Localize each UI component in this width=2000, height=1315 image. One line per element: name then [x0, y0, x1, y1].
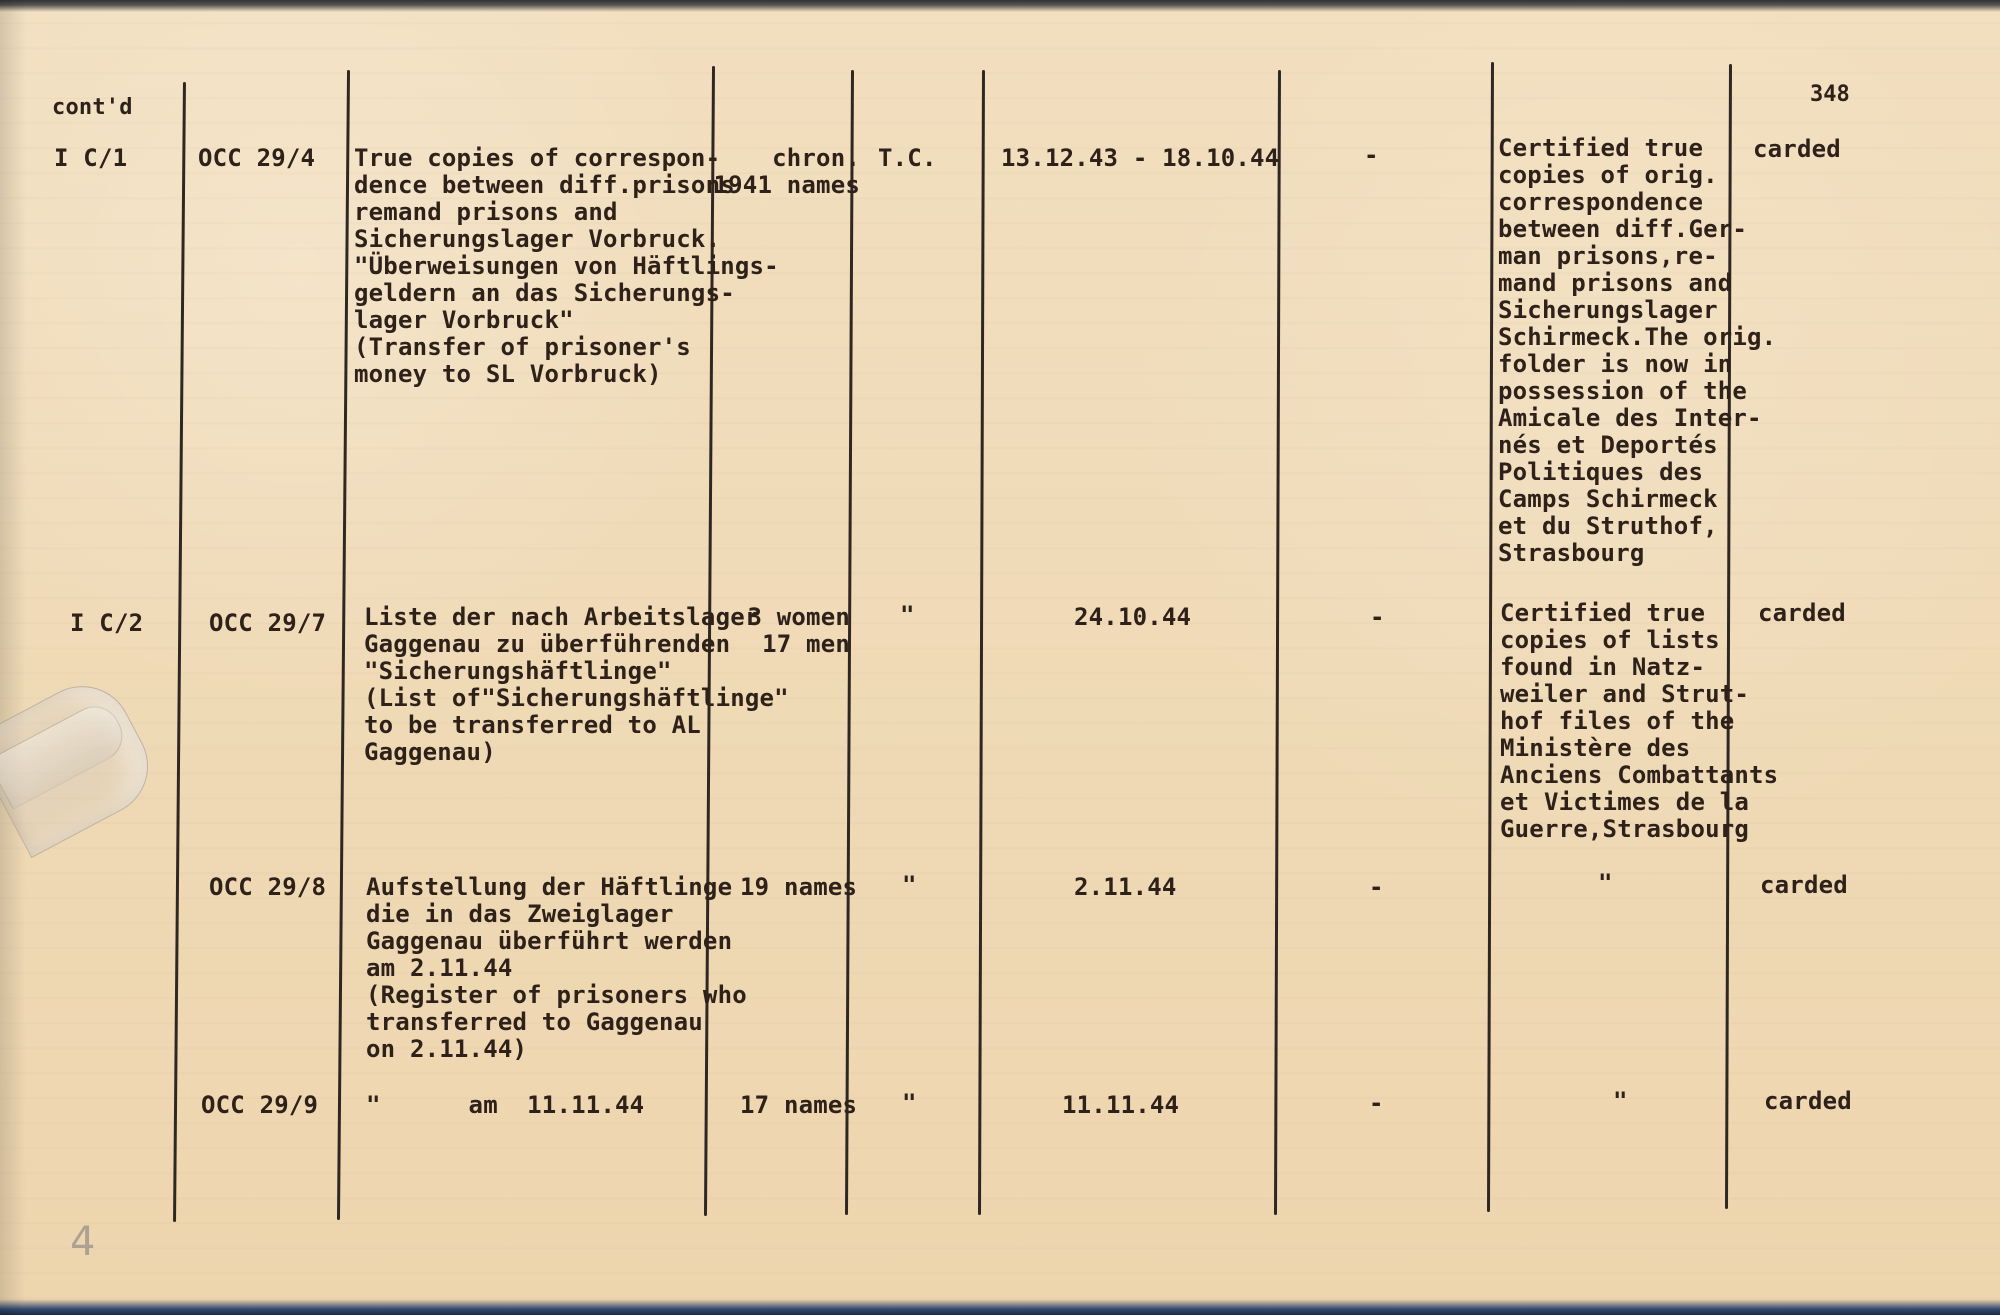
column-divider-1	[173, 82, 186, 1222]
cont-label: cont'd	[52, 95, 133, 120]
row2-code: OCC 29/7	[209, 609, 327, 637]
column-divider-7	[1487, 62, 1494, 1212]
row3-status: carded	[1760, 871, 1848, 899]
pencil-mark: 4	[70, 1219, 96, 1265]
row2-notes: Certified true copies of lists found in Natz- weiler and Strut- hof files of the Ministère des Anciens Combattants et Victimes de la Guerre,Strasbourg	[1500, 599, 1779, 843]
row2-description: Liste der nach Arbeitslager Gaggenau zu überführenden "Sicherungshäftlinge" (List of"Sicherungshäftlinge" to be transferred to AL Gaggenau)	[364, 603, 789, 766]
row3-marker: -	[1369, 873, 1384, 901]
row3-dates: 2.11.44	[1074, 873, 1177, 901]
row1-section: I C/1	[54, 144, 128, 172]
page-number: 348	[1810, 82, 1850, 107]
row2-section: I C/2	[70, 609, 144, 637]
row4-notes: "	[1613, 1087, 1628, 1115]
row2-dates: 24.10.44	[1074, 603, 1192, 631]
column-divider-2	[337, 70, 350, 1220]
row2-status: carded	[1758, 599, 1846, 627]
row2-type: "	[900, 601, 915, 629]
row2-marker: -	[1370, 603, 1385, 631]
row1-dates: 13.12.43 - 18.10.44	[1001, 144, 1280, 172]
row4-status: carded	[1764, 1087, 1852, 1115]
row4-code: OCC 29/9	[201, 1091, 319, 1119]
row4-type: "	[902, 1089, 917, 1117]
column-divider-5	[978, 70, 985, 1215]
row3-type: "	[902, 871, 917, 899]
row4-description: " am 11.11.44	[366, 1091, 645, 1119]
bottom-paper-edge	[0, 1299, 2000, 1315]
column-divider-6	[1274, 70, 1281, 1215]
row1-status: carded	[1753, 135, 1841, 163]
row1-type: T.C.	[878, 144, 937, 172]
row3-notes: "	[1598, 869, 1613, 897]
row1-notes: Certified true copies of orig. correspondence between diff.Ger- man prisons,re- mand prisons and Sicherungslager Schirmeck.The orig. folder is now in possession of the Amicale des Inter- nés et Deportés Politiques des Camps Schirmeck et du Struthof, Strasbourg	[1498, 134, 1777, 567]
row2-quantity: 3 women 17 men	[747, 603, 850, 658]
row3-quantity: 19 names	[740, 873, 858, 901]
row1-code: OCC 29/4	[198, 144, 316, 172]
row4-marker: -	[1369, 1089, 1384, 1117]
row1-marker: -	[1364, 141, 1379, 169]
row4-quantity: 17 names	[740, 1091, 858, 1119]
row1-description: True copies of correspon- dence between diff.prisons remand prisons and Sicherungslager Vorbruck. "Überweisungen von Häftlings- geldern an das Sicherungs- lager Vorbruck" (Transfer of prisoner's money to SL Vorbruck)	[354, 144, 779, 388]
row3-description: Aufstellung der Häftlinge die in das Zweiglager Gaggenau überführt werden am 2.11.44 (Register of prisoners who transferred to Gaggenau on 2.11.44)	[366, 873, 747, 1063]
row1-quantity: chron. 1941 names	[713, 144, 860, 199]
row4-dates: 11.11.44	[1062, 1091, 1180, 1119]
top-paper-edge	[0, 0, 2000, 12]
row3-code: OCC 29/8	[209, 873, 327, 901]
left-shadow	[0, 0, 26, 1315]
